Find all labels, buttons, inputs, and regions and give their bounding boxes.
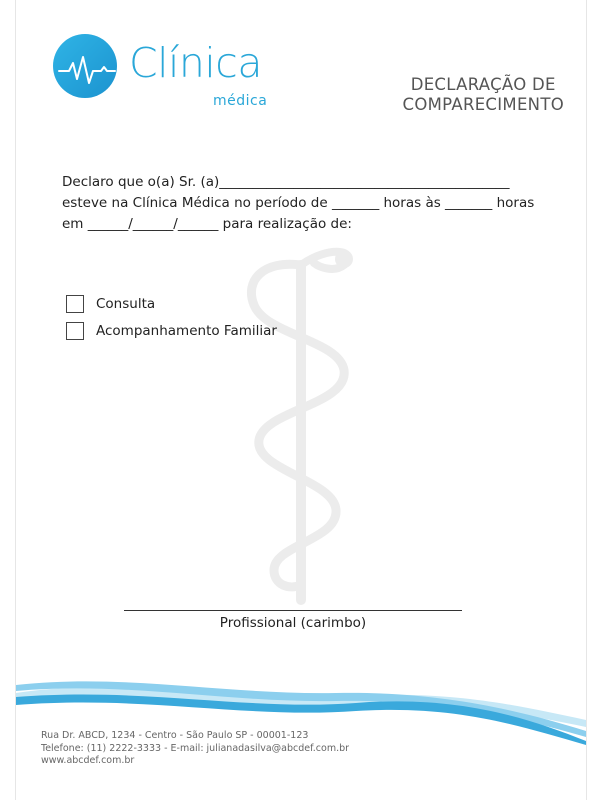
footer-contact bbox=[41, 730, 349, 768]
option-label: Acompanhamento Familiar bbox=[96, 322, 277, 339]
heartbeat-icon bbox=[53, 33, 123, 103]
document-title bbox=[403, 75, 564, 115]
footer-website: www.abcdef.com.br bbox=[41, 755, 135, 766]
declaration-text bbox=[62, 172, 535, 235]
acompanhamento-checkbox[interactable] bbox=[66, 322, 84, 340]
option-label: Consulta bbox=[96, 295, 156, 312]
title-line-1: DECLARAÇÃO DE bbox=[410, 75, 556, 94]
title-line-2: COMPARECIMENTO bbox=[402, 95, 564, 114]
declaration-line-2: esteve na Clínica Médica no período de _______ horas às _______ horas bbox=[62, 195, 535, 211]
declaration-line-1: Declaro que o(a) Sr. (a)___________________________________________ bbox=[62, 174, 510, 190]
option-acompanhamento[interactable] bbox=[66, 317, 277, 344]
option-consulta[interactable] bbox=[66, 290, 277, 317]
purpose-options bbox=[66, 290, 277, 344]
clinic-logo bbox=[53, 33, 283, 113]
footer-address: Rua Dr. ABCD, 1234 - Centro - São Paulo SP - 00001-123 bbox=[41, 730, 309, 741]
declaration-line-3: em ______/______/______ para realização de: bbox=[62, 216, 352, 232]
logo-wordmark: Clínica bbox=[129, 39, 262, 87]
footer-contact-line: Telefone: (11) 2222-3333 - E-mail: julianadasilva@abcdef.com.br bbox=[41, 742, 350, 754]
document-page bbox=[15, 0, 587, 800]
signature-line bbox=[124, 610, 462, 611]
logo-subtitle: médica bbox=[213, 93, 268, 109]
consulta-checkbox[interactable] bbox=[66, 295, 84, 313]
signature-label: Profissional (carimbo) bbox=[219, 615, 367, 631]
